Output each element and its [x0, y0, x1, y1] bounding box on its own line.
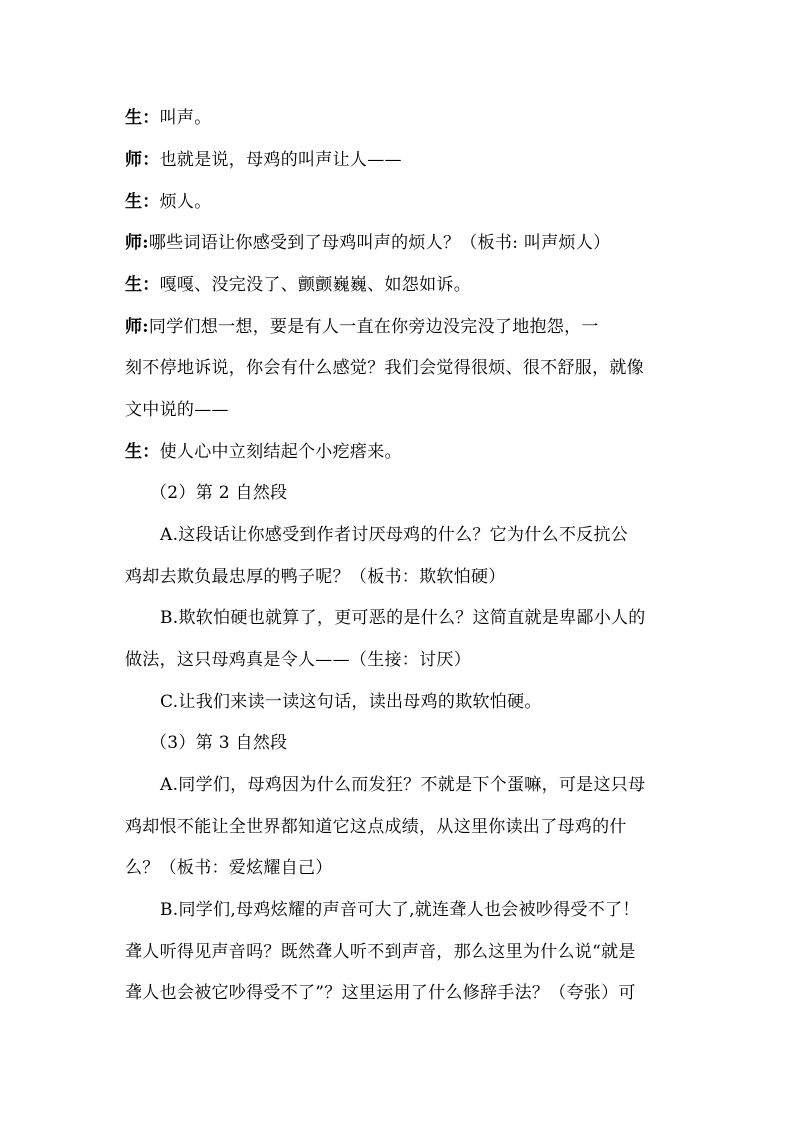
- section-3-heading: [150, 733, 710, 753]
- section-2-item-b-line-1: [160, 608, 720, 628]
- paragraph-text: C.让我们来读一读这句话，读出母鸡的欺软怕硬。: [160, 692, 542, 712]
- section-2-item-a-line-2: [125, 567, 685, 587]
- dialogue-line-2: [125, 150, 685, 170]
- paragraph-text: 做法，这只母鸡真是令人——（生接：讨厌）: [125, 650, 471, 670]
- paragraph-text: 么？（板书：爱炫耀自己）: [125, 858, 333, 878]
- speaker-label: 生：: [125, 275, 160, 295]
- paragraph-text: 聋人也会被它吵得受不了”？这里运用了什么修辞手法？（夸张）可: [125, 983, 636, 1003]
- section-3-item-b-line-2: [125, 942, 685, 962]
- paragraph-text: A.同学们，母鸡因为什么而发狂？不就是下个蛋嘛，可是这只母: [160, 775, 646, 795]
- paragraph-text: 同学们想一想，要是有人一直在你旁边没完没了地抱怨，一: [148, 317, 599, 337]
- speaker-label: 师:: [125, 317, 149, 337]
- teacher-paragraph-line-3: [125, 400, 685, 420]
- paragraph-text: 鸡却去欺负最忠厚的鸭子呢？（板书：欺软怕硬）: [125, 567, 506, 587]
- dialogue-line-1: [125, 108, 685, 128]
- paragraph-text: 文中说的——: [125, 400, 229, 420]
- dialogue-text: 哪些词语让你感受到了母鸡叫声的烦人？（板书: 叫声烦人）: [148, 233, 611, 253]
- paragraph-text: 聋人听得见声音吗？既然聋人听不到声音，那么这里为什么说“就是: [125, 942, 636, 962]
- section-3-item-a-line-3: [125, 858, 685, 878]
- dialogue-text: 使人心中立刻结起个小疙瘩来。: [159, 442, 402, 462]
- paragraph-text: B.欺软怕硬也就算了，更可恶的是什么？这简直就是卑鄙小人的: [160, 608, 646, 628]
- section-2-item-c-line-1: [160, 692, 720, 712]
- paragraph-text: B.同学们,母鸡炫耀的声音可大了,就连聋人也会被吵得受不了！: [160, 900, 640, 920]
- dialogue-text: 嘎嘎、没完没了、颤颤巍巍、如怨如诉。: [159, 275, 472, 295]
- section-2-item-b-line-2: [125, 650, 685, 670]
- dialogue-line-4: [125, 233, 685, 253]
- speaker-label: 生：: [125, 442, 160, 462]
- section-3-item-b-line-3: [125, 983, 685, 1003]
- paragraph-text: A.这段话让你感受到作者讨厌母鸡的什么？它为什么不反抗公: [160, 525, 629, 545]
- section-heading-text: （3）第 3 自然段: [150, 733, 288, 753]
- speaker-label: 师：: [125, 150, 160, 170]
- paragraph-text: 刻不停地诉说，你会有什么感觉？我们会觉得很烦、很不舒服，就像: [125, 358, 644, 378]
- section-heading-text: （2）第 2 自然段: [150, 483, 288, 503]
- section-3-item-a-line-2: [125, 817, 685, 837]
- dialogue-line-5: [125, 275, 685, 295]
- section-3-item-a-line-1: [160, 775, 720, 795]
- speaker-label: 生：: [125, 108, 160, 128]
- teacher-paragraph-line-1: [125, 317, 685, 337]
- dialogue-line-3: [125, 192, 685, 212]
- dialogue-text: 烦人。: [159, 192, 212, 212]
- dialogue-text: 叫声。: [159, 108, 212, 128]
- student-reply-line: [125, 442, 685, 462]
- section-3-item-b-line-1: [160, 900, 720, 920]
- paragraph-text: 鸡却恨不能让全世界都知道它这点成绩，从这里你读出了母鸡的什: [125, 817, 627, 837]
- teacher-paragraph-line-2: [125, 358, 685, 378]
- section-2-item-a-line-1: [160, 525, 720, 545]
- dialogue-text: 也就是说，母鸡的叫声让人——: [159, 150, 402, 170]
- section-2-heading: [150, 483, 710, 503]
- speaker-label: 生：: [125, 192, 160, 212]
- speaker-label: 师:: [125, 233, 149, 253]
